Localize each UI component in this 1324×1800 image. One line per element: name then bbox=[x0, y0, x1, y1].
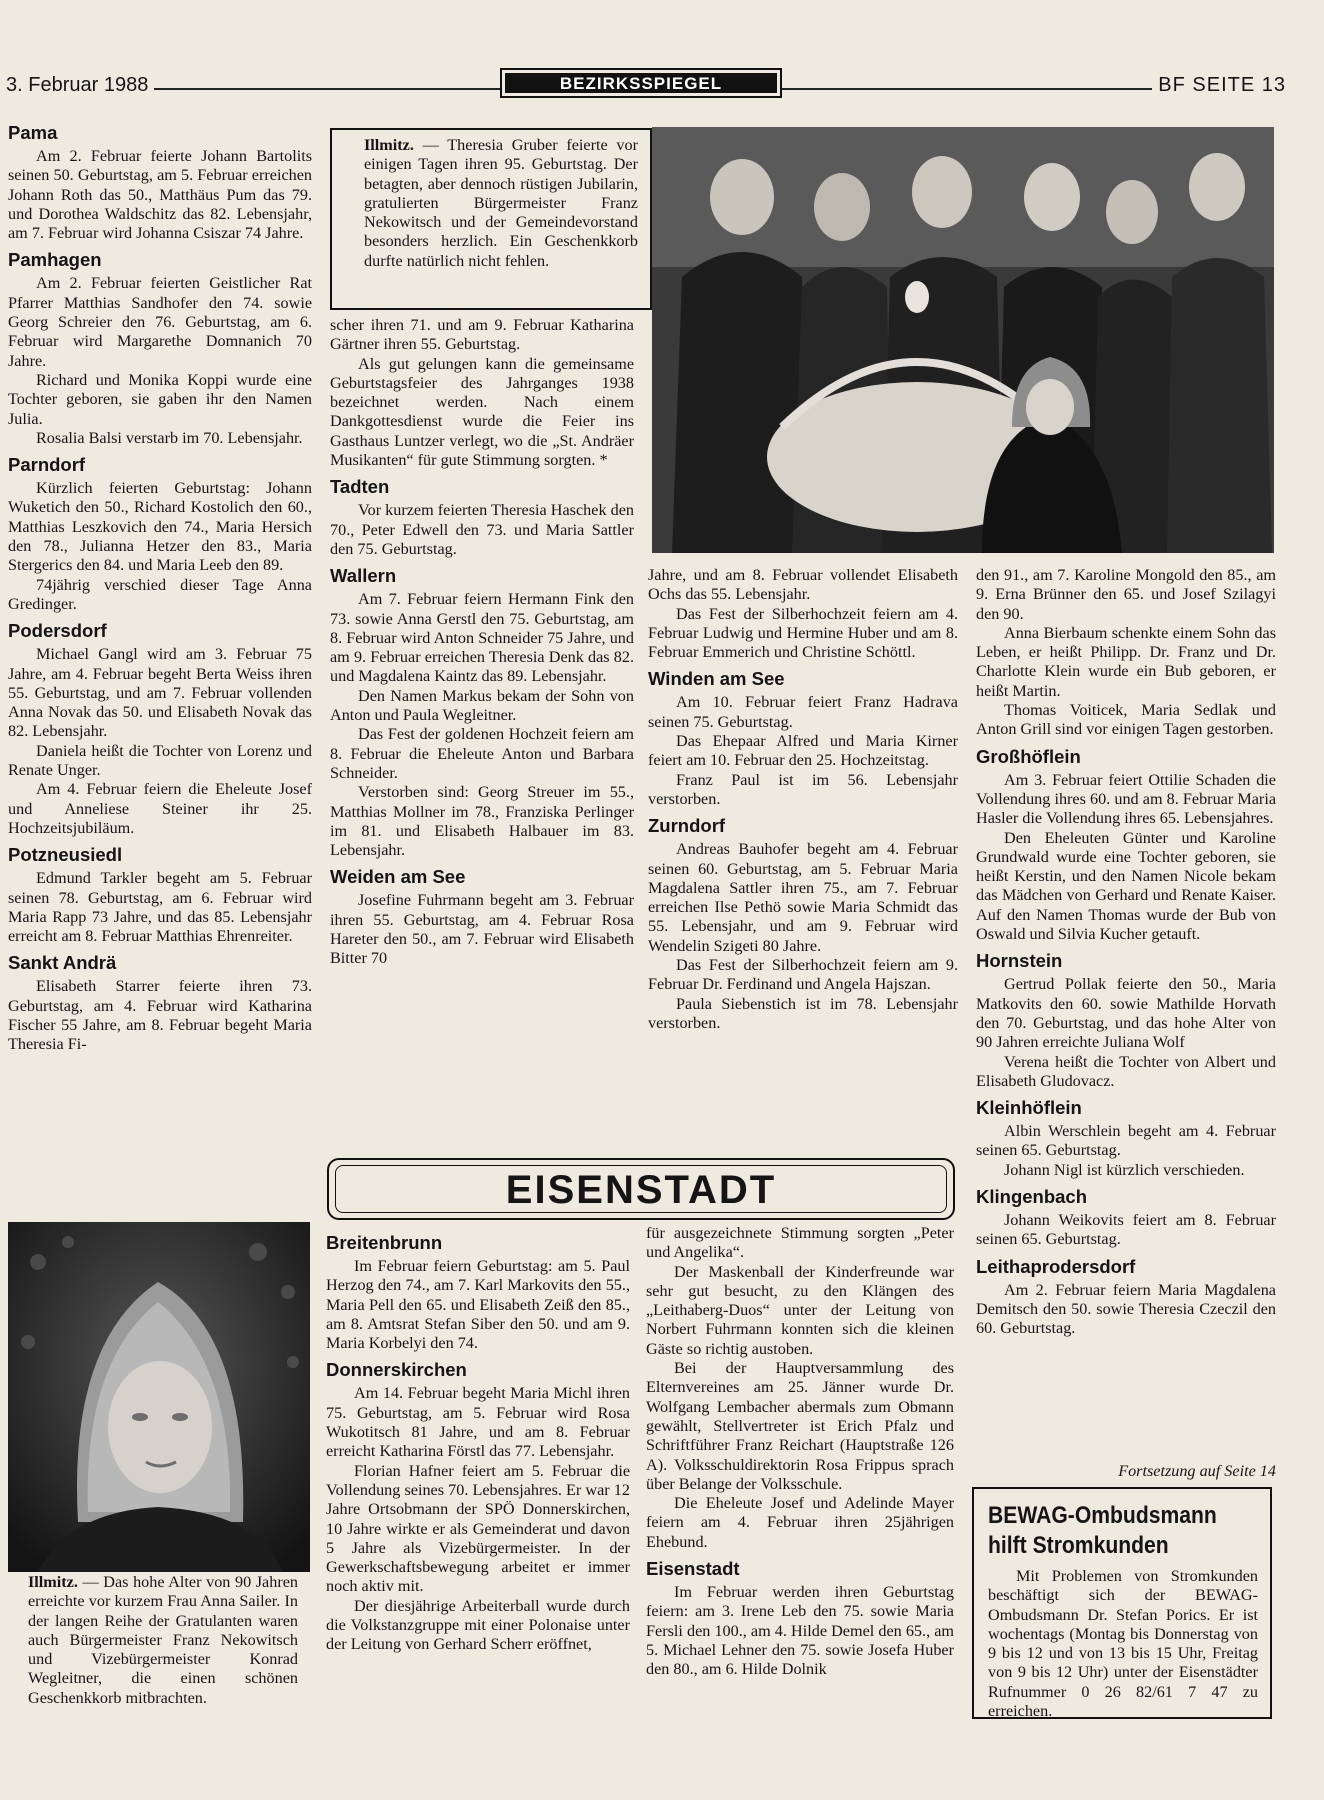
place-heading: Weiden am See bbox=[330, 866, 466, 888]
column-5 bbox=[326, 1226, 630, 1655]
section-title: BEZIRKSSPIEGEL bbox=[505, 73, 777, 93]
article-paragraph: Als gut gelungen kann die gemeinsame Geburtstagsfeier des Jahrganges 1938 bezeichnet werden. Nach einem Dankgottesdienst wurde die Feier ins Gasthaus Luntzer verlegt, wo die „St. Andräer Musikanten“ für gute Stimmung sorgten. * bbox=[330, 354, 634, 470]
eisenstadt-banner bbox=[327, 1158, 955, 1220]
article-paragraph: Am 14. Februar begeht Maria Michl ihren 75. Geburtstag, am 5. Februar wird Rosa Wukotitsch 81 Jahre, und am 8. Februar erreicht Katharina Förstl das 77. Lebensjahr. bbox=[326, 1384, 630, 1461]
column-1 bbox=[8, 116, 312, 1055]
place-heading: Wallern bbox=[330, 565, 397, 587]
photo1-caption bbox=[28, 1573, 298, 1708]
article-paragraph: Am 7. Februar feiern Hermann Fink den 73. sowie Anna Gerstl den 75. Geburtstag, am 8. Februar wird Anton Schneider 75 Jahre, und am 9. Februar erreichen Theresia Denk das 82. und Magdalena Kaintz das 89. Lebensjahr. bbox=[330, 590, 634, 686]
photo2-caption-box bbox=[330, 128, 652, 310]
photo-theresia-gruber bbox=[652, 127, 1274, 553]
article-paragraph: Verena heißt die Tochter von Albert und Elisabeth Gludovacz. bbox=[976, 1052, 1276, 1090]
article-paragraph: scher ihren 71. und am 9. Februar Katharina Gärtner ihren 55. Geburtstag. bbox=[330, 316, 634, 354]
article-paragraph: Johann Weikovits feiert am 8. Februar seinen 65. Geburtstag. bbox=[976, 1211, 1276, 1249]
column-6 bbox=[646, 1224, 954, 1680]
article-paragraph: Paula Siebenstich ist im 78. Lebensjahr verstorben. bbox=[648, 994, 958, 1032]
bewag-text: Mit Problemen von Stromkunden beschäftigt sich der BEWAG-Ombudsmann Dr. Stefan Porics. Er ist wochentags (Montag bis Donnerstag von 9 bis 12 und von 13 bis 15 Uhr, Freitag von 9 bis 12 Uhr) unter der Eisenstädter Rufnummer 0 26 82/61 7 47 zu erreichen. bbox=[988, 1567, 1258, 1721]
place-heading: Klingenbach bbox=[976, 1186, 1088, 1208]
article-paragraph: Den Eheleuten Günter und Karoline Grundwald wurde eine Tochter geboren, sie heißt Kerstin, und den Namen Nicole bekam das Mädchen von Gerhard und Renate Kaiser. Auf den Namen Thomas wurde der Bub von Oswald und Silvia Kucher getauft. bbox=[976, 828, 1276, 944]
article-paragraph: Am 2. Februar feierte Johann Bartolits seinen 50. Geburtstag, am 5. Februar erreichen Johann Roth das 50., Matthäus Pum das 79. und Dorothea Waldschitz das 82. Lebensjahr, am 7. Februar wird Johanna Csiszar 74 Jahre. bbox=[8, 147, 312, 243]
article-paragraph: Das Ehepaar Alfred und Maria Kirner feiert am 10. Februar den 25. Hochzeitstag. bbox=[648, 732, 958, 770]
column-4 bbox=[976, 566, 1276, 1339]
place-heading: Hornstein bbox=[976, 950, 1063, 972]
article-paragraph: Edmund Tarkler begeht am 5. Februar seinen 78. Geburtstag, am 6. Februar wird Maria Rapp 73 Jahre, und das 85. Lebensjahr erreicht am 8. Februar Matthias Ehrenreiter. bbox=[8, 869, 312, 946]
place-heading: Donnerskirchen bbox=[326, 1359, 467, 1381]
article-paragraph: Kürzlich feierten Geburtstag: Johann Wuketich den 50., Richard Kostolich den 60., Matthias Leszkovich den 74., Maria Hersich den 78., Julianna Hetzer den 83., Maria Stergerics den 84. und Maria Leeb den 89. bbox=[8, 479, 312, 575]
article-paragraph: Johann Nigl ist kürzlich verschieden. bbox=[1004, 1160, 1245, 1179]
place-heading: Breitenbrunn bbox=[326, 1232, 443, 1253]
article-paragraph: Das Fest der goldenen Hochzeit feiern am 8. Februar die Eheleute Anton und Barbara Schneider. bbox=[330, 725, 634, 782]
header-rule-left bbox=[150, 88, 500, 90]
article-paragraph: Albin Werschlein begeht am 4. Februar seinen 65. Geburtstag. bbox=[976, 1122, 1276, 1160]
bewag-title-line1: BEWAG-Ombudsmann bbox=[988, 1502, 1217, 1529]
place-heading: Großhöflein bbox=[976, 745, 1081, 767]
article-paragraph: Am 4. Februar feiern die Eheleute Josef und Anneliese Steiner ihr 25. Hochzeitsjubiläum. bbox=[8, 780, 312, 837]
place-heading: Kleinhöflein bbox=[976, 1097, 1082, 1119]
place-heading: Pama bbox=[8, 122, 58, 143]
eisenstadt-title: EISENSTADT bbox=[505, 1168, 777, 1212]
article-paragraph: Am 3. Februar feiert Ottilie Schaden die Vollendung ihres 60. und am 8. Februar Maria Hasler die Vollendung ihres 65. Lebensjahres. bbox=[976, 770, 1276, 828]
caption-place: Illmitz. bbox=[28, 1573, 78, 1591]
article-paragraph: Florian Hafner feiert am 5. Februar die Vollendung seines 70. Lebensjahres. Er war 12 Jahre Ortsobmann der SPÖ Donnerskirchen, 10 Jahre wirkte er als Gemeinderat und davon 5 Jahre als Vizebürgermeister. In der Gewerkschaftsbewegung arbeitet er immer noch aktiv mit. bbox=[326, 1461, 630, 1596]
place-heading: Parndorf bbox=[8, 454, 86, 476]
issue-date: 3. Februar 1988 bbox=[6, 74, 154, 97]
article-paragraph: Am 2. Februar feierten Geistlicher Rat Pfarrer Matthias Sandhofer den 74. sowie Georg Schreier den 76. Geburtstag, am 6. Februar wird Margarethe Domnanich 70 Jahre. bbox=[8, 274, 312, 370]
place-heading: Zurndorf bbox=[648, 815, 726, 837]
article-paragraph: Andreas Bauhofer begeht am 4. Februar seinen 60. Geburtstag, am 5. Februar Maria Magdalena Sattler ihren 75., am 7. Februar erreichen Ilse Pethö sowie Maria Schmidt das 55. Lebensjahr, und am 9. Februar wird Wendelin Szigeti 80 Jahre. bbox=[648, 840, 958, 955]
article-paragraph: Richard und Monika Koppi wurde eine Tochter geboren, sie gaben ihr den Namen Julia. bbox=[8, 370, 312, 428]
caption-text: — Theresia Gruber feierte vor einigen Tagen ihren 95. Geburtstag. Der betagten, aber dennoch rüstigen Jubilarin, gratulierten Bürgermeister Franz Nekowitsch und der Gemeindevorstand besonders herzlich. Ein Geschenkkorb durfte natürlich nicht fehlen. bbox=[364, 136, 639, 270]
article-paragraph: Jahre, und am 8. Februar vollendet Elisabeth Ochs das 55. Lebensjahr. bbox=[648, 566, 958, 604]
group-illustration bbox=[652, 127, 1274, 553]
place-heading: Winden am See bbox=[648, 668, 785, 690]
page-header bbox=[0, 68, 1324, 108]
article-paragraph: den 91., am 7. Karoline Mongold den 85., am 9. Erna Brünner den 65. und Josef Szilagyi den 90. bbox=[976, 566, 1276, 623]
article-paragraph: Das Fest der Silberhochzeit feiern am 9. Februar Dr. Ferdinand und Angela Hajszan. bbox=[648, 956, 958, 994]
article-paragraph: Elisabeth Starrer feierte ihren 73. Geburtstag, am 4. Februar wird Katharina Fischer 55 Jahre, am 8. Februar begeht Maria Theresia Fi- bbox=[8, 977, 312, 1054]
article-paragraph: Anna Bierbaum schenkte einem Sohn das Leben, er heißt Philipp. Dr. Franz und Dr. Charlotte Klein wurde ein Bub geboren, er heißt Martin. bbox=[976, 623, 1276, 700]
column-2 bbox=[330, 316, 634, 969]
column-3 bbox=[648, 566, 958, 1033]
article-paragraph: für ausgezeichnete Stimmung sorgten „Peter und Angelika“. bbox=[646, 1224, 954, 1262]
article-paragraph: Michael Gangl wird am 3. Februar 75 Jahre, am 4. Februar begeht Berta Weiss ihren 55. Geburtstag, und am 7. Februar vollenden Anna Novak das 50. und Elisabeth Novak das 82. Lebensjahr. bbox=[8, 645, 312, 741]
article-paragraph: Im Februar werden ihren Geburtstag feiern: am 3. Irene Leb den 75. sowie Maria Fersli den 100., am 4. Hilde Demel den 65., am 5. Michael Lehner den 75. sowie Josefa Huber den 80., am 6. Hilde Dolnik bbox=[646, 1583, 954, 1679]
place-heading: Eisenstadt bbox=[646, 1558, 740, 1580]
place-heading: Leithaprodersdorf bbox=[976, 1255, 1136, 1277]
article-paragraph: Der Maskenball der Kinderfreunde war sehr gut besucht, zu den Klängen des „Leithaberg-Duos“ unter der Leitung von Norbert Fuhrmann konnten sich die kleinen Gäste so richtig austoben. bbox=[646, 1262, 954, 1358]
bewag-box bbox=[972, 1487, 1272, 1719]
article-paragraph: 74jährig verschied dieser Tage Anna Gredinger. bbox=[8, 575, 312, 613]
article-paragraph: Daniela heißt die Tochter von Lorenz und Renate Unger. bbox=[8, 741, 312, 780]
place-heading: Pamhagen bbox=[8, 249, 102, 271]
article-paragraph: Bei der Hauptversammlung des Elternvereines am 25. Jänner wurde Dr. Wolfgang Lembacher abermals zum Obmann gewählt, Stellvertreter ist Erich Pfalz und Schriftführer Franz Reichart (Hauptstraße 126 A). Volksschuldirektorin Rosa Frippus sprach über Belange der Volksschule. bbox=[646, 1359, 954, 1493]
photo-anna-sailer bbox=[8, 1222, 310, 1572]
banner-inner-frame bbox=[335, 1165, 947, 1213]
bewag-title-line2: hilft Stromkunden bbox=[988, 1532, 1169, 1559]
caption-place: Illmitz. bbox=[364, 136, 414, 154]
portrait-illustration bbox=[8, 1222, 310, 1572]
article-paragraph: Den Namen Markus bekam der Sohn von Anton und Paula Wegleitner. bbox=[330, 686, 634, 725]
article-paragraph: Am 10. Februar feiert Franz Hadrava seinen 75. Geburtstag. bbox=[648, 693, 958, 731]
place-heading: Sankt Andrä bbox=[8, 952, 117, 974]
continued-note: Fortsetzung auf Seite 14 bbox=[1118, 1462, 1276, 1480]
article-paragraph: Vor kurzem feierten Theresia Haschek den 70., Peter Edwell den 73. und Maria Sattler den 75. Geburtstag. bbox=[330, 501, 634, 558]
article-paragraph: Rosalia Balsi verstarb im 70. Lebensjahr. bbox=[36, 428, 303, 447]
article-paragraph: Verstorben sind: Georg Streuer im 55., Matthias Mollner im 78., Franziska Perlinger im 81. und Elisabeth Halbauer im 83. Lebensjahr. bbox=[330, 783, 634, 860]
caption-text: — Das hohe Alter von 90 Jahren erreichte vor kurzem Frau Anna Sailer. In der langen Reihe der Gratulanten waren auch Bürgermeister Franz Nekowitsch und Vizebürgermeister Konrad Wegleitner, die einen schönen Geschenkkorb mitbrachten. bbox=[28, 1573, 299, 1707]
article-paragraph: Die Eheleute Josef und Adelinde Mayer feiern am 4. Februar ihren 25jährigen Ehebund. bbox=[646, 1494, 954, 1551]
section-banner bbox=[500, 68, 782, 98]
place-heading: Potzneusiedl bbox=[8, 844, 123, 866]
article-paragraph: Im Februar feiern Geburtstag: am 5. Paul Herzog den 74., am 7. Karl Markovits den 55., Maria Pell den 65. und Elisabeth Zeiß den 85., am 8. Amtsrat Stefan Siber den 50. und am 9. Maria Korbelyi den 74. bbox=[326, 1257, 630, 1353]
page-number: BF SEITE 13 bbox=[1152, 74, 1286, 97]
place-heading: Tadten bbox=[330, 476, 390, 498]
article-paragraph: Franz Paul ist im 56. Lebensjahr verstorben. bbox=[648, 770, 958, 808]
article-paragraph: Thomas Voiticek, Maria Sedlak und Anton Grill sind vor einigen Tagen gestorben. bbox=[976, 701, 1276, 739]
article-paragraph: Gertrud Pollak feierte den 50., Maria Matkovits den 60. sowie Mathilde Horvath den 70. Geburtstag, und das hohe Alter von 90 Jahren erreichte Juliana Wolf bbox=[976, 975, 1276, 1052]
article-paragraph: Josefine Fuhrmann begeht am 3. Februar ihren 55. Geburtstag, am 4. Februar Rosa Hareter den 50., am 7. Februar wird Elisabeth Bitter 70 bbox=[330, 891, 634, 968]
article-paragraph: Am 2. Februar feiern Maria Magdalena Demitsch den 50. sowie Theresia Czeczil den 60. Geburtstag. bbox=[976, 1280, 1276, 1338]
place-heading: Podersdorf bbox=[8, 620, 107, 642]
article-paragraph: Das Fest der Silberhochzeit feiern am 4. Februar Ludwig und Hermine Huber und am 8. Februar Emmerich und Christine Schöttl. bbox=[648, 604, 958, 662]
article-paragraph: Der diesjährige Arbeiterball wurde durch die Volkstanzgruppe mit einer Polonaise unter der Leitung von Gerhard Scherr eröffnet, bbox=[326, 1596, 630, 1654]
header-rule-right bbox=[782, 88, 1154, 90]
